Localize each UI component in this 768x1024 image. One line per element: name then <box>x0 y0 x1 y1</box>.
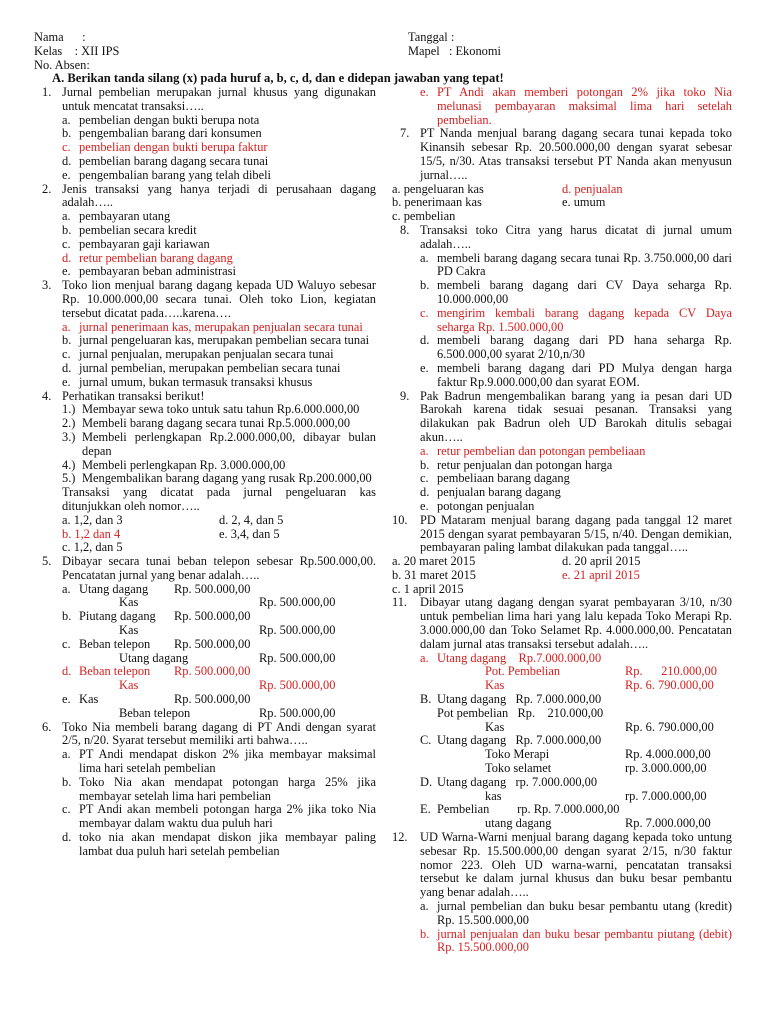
question-6-continued <box>392 86 732 127</box>
answer-highlight: a. jurnal penerimaan kas, merupakan penjualan secara tunai <box>62 319 363 334</box>
absen-field: No. Absen: <box>34 58 90 72</box>
question-7: 7. PT Nanda menjual barang dagang secara tunai kepada toko Kinansih sebesar Rp. 20.500.000,00 dengan syarat sebesar 15/5, n/30. Atas transaksi tersebut PT Nanda akan menyusun jurnal….. a. pengeluaran kas d. penjualan b. penerimaan kas e. umum c. pembelian <box>392 126 732 224</box>
answer-highlight: c. pembelian dengan bukti berupa faktur <box>62 140 268 155</box>
question-5: 5. Dibayar secara tunai beban telepon sebesar Rp.500.000,00. Pencatatan jurnal yang benar adalah….. a. Utang dagang Rp. 500.000,00 Kas Rp. 500.000,00 b. Piutang dagang Rp. 500.000,00 Kas Rp. 500.000,00 c. Beban telepon Rp. 500.000,00 Utang dagang Rp. 500.000,00 d. Beban telepon Rp. 500.000,00 Kas Rp. 500.000,00 e. Kas Rp. 500.000,00 Beban telepon Rp. 500.000,00 <box>42 554 376 720</box>
answer-highlight: b. 1,2 dan 4 <box>62 526 121 541</box>
answer-highlight: e. 21 april 2015 <box>562 567 640 582</box>
question-11: 11. Dibayar utang dagang dengan syarat pembayaran 3/10, n/30 untuk pembelian lima hari yang lalu kepada Toko Merapi Rp. 3.000.000,00 dan Toko Selamet Rp. 4.000.000,00. Pencatatan dalam jurnal atas transaksi tersebut adalah….. a. Utang dagang Rp.7.000.000,00 Pot. Pembelian Rp. 210.000,00 Kas Rp. 6. 790.000,00 B. Utang dagang Rp. 7.000.000,00 Pot pembelian Rp. 210.000,00 Kas Rp. 6. 790.000,00 C. Utang dagang Rp. 7.000.000,00 Toko Merapi Rp. 4.000.000,00 Toko selamet rp. 3.000.000,00 D. Utang dagang rp. 7.000.000,00 kas rp. 7.000.000,00 E. Pembelian rp. Rp. 7.000.000,00 utang dagang Rp. 7.000.000,00 <box>392 595 732 831</box>
tanggal-field: Tanggal : <box>408 30 455 44</box>
answer-highlight: a. Utang dagang Rp.7.000.000,00 Pot. Pembelian Rp. 210.000,00 Kas Rp. 6. 790.000,00 <box>420 650 717 693</box>
instruction: A. Berikan tanda silang (x) pada huruf a, b, c, d, dan e didepan jawaban yang tepat! <box>52 71 504 85</box>
question-3: 3. Toko lion menjual barang dagang kepada UD Waluyo sebesar Rp. 10.000.000,00 secara tunai. Oleh toko Lion, kegiatan tersebut dicatat pada…..karena…. a. jurnal penerimaan kas, merupakan penjualan secara tunai b. jurnal pengeluaran kas, merupakan pembelian secara tunai c. jurnal penjualan, merupakan penjualan secara tunai d. jurnal pembelian, merupakan pembelian secara tunai e. jurnal umum, bukan termasuk transaksi khusus <box>42 278 376 389</box>
nama-field: Nama : <box>34 30 86 44</box>
kelas-field: Kelas : XII IPS <box>34 44 120 58</box>
question-9: 9. Pak Badrun mengembalikan barang yang ia pesan dari UD Barokah karena tidak sesuai pesanan. Transaksi yang dilakukan pak Badrun oleh UD Barokah ditulis sebagai akun….. a. retur pembelian dan potongan pembeliaan b. retur penjualan dan potongan harga c. pembeliaan barang dagang d. penjualan barang dagang e. potongan penjualan <box>400 388 732 513</box>
answer-highlight: c. mengirim kembali barang dagang kepada CV Daya seharga Rp. 1.500.000,00 <box>420 305 732 334</box>
question-4: 4. Perhatikan transaksi berikut! 1.) Membayar sewa toko untuk satu tahun Rp.6.000.000,00 2.) Membeli barang dagang secara tunai Rp.5.000.000,00 3.) Membeli perlengkapan Rp.2.000.000,00, dibayar bulan depan 4.) Membeli perlengkapan Rp. 3.000.000,00 5.) Mengembalikan barang dagang yang rusak Rp.200.000,00 Transaksi yang dicatat pada jurnal pengeluaran kas ditunjukkan oleh nomor….. a. 1,2, dan 3 d. 2, 4, dan 5 b. 1,2 dan 4 e. 3,4, dan 5 c. 1,2, dan 5 <box>42 388 376 555</box>
question-6: 6. Toko Nia membeli barang dagang di PT Andi dengan syarat 2/5, n/20. Syarat tersebut memiliki arti bahwa….. a. PT Andi mendapat diskon 2% jika membayar maksimal lima hari setelah pembelian b. Toko Nia akan mendapat potongan harga 25% jika membayar setelah lima hari pembelian c. PT Andi akan membeli potongan harga 2% jika toko Nia membayar dalam waktu dua puluh hari d. toko nia akan mendapat diskon jika membayar paling lambat dua puluh hari setelah pembelian <box>42 719 376 858</box>
question-10: 10. PD Mataram menjual barang dagang pada tanggal 12 maret 2015 dengan syarat pembayaran 5/15, n/40. Dengan demikian, pembayaran paling lambat dilakukan pada tanggal….. a. 20 maret 2015 d. 20 april 2015 b. 31 maret 2015 e. 21 april 2015 c. 1 april 2015 <box>392 512 732 596</box>
mapel-field: Mapel : Ekonomi <box>408 44 501 58</box>
question-8: 8. Transaksi toko Citra yang harus dicatat di jurnal umum adalah….. a. membeli barang dagang secara tunai Rp. 3.750.000,00 dari PD Cakra b. membeli barang dagang dari CV Daya seharga Rp. 10.000.000,00 c. mengirim kembali barang dagang kepada CV Daya seharga Rp. 1.500.000,00 d. membeli barang dagang dari PD hana seharga Rp. 6.500.000,00 syarat 2/10,n/30 e. membeli barang dagang dari PD Mulya dengan harga faktur Rp.9.000.000,00 dan syarat EOM. <box>400 222 732 389</box>
answer-highlight: e. PT Andi akan memberi potongan 2% jika toko Nia melunasi pembayaran maksimal lima hari setelah pembelian. <box>420 85 732 127</box>
left-column <box>34 86 376 859</box>
right-column <box>392 86 732 955</box>
question-12: 12. UD Warna-Warni menjual barang dagang kepada toko untung sebesar Rp. 15.500.000,00 dengan syarat 2/15, n/30 faktur nomor 223. Oleh UD warna-warni, pencatatan transaksi tersebut ke dalam jurnal khusus dan buku besar pembantu yang benar adalah….. a. jurnal pembelian dan buku besar pembantu utang (kredit) Rp. 15.500.000,00 b. jurnal penjualan dan buku besar pembantu piutang (debit) Rp. 15.500.000,00 <box>392 830 732 955</box>
question-1: 1. Jurnal pembelian merupakan jurnal khusus yang digunakan untuk mencatat transaksi….. a. pembelian dengan bukti berupa nota b. pengembalian barang dari konsumen c. pembelian dengan bukti berupa faktur d. pembelian barang dagang secara tunai e. pengembalian barang yang telah dibeli <box>42 85 376 182</box>
answer-highlight: d. penjualan <box>562 181 623 196</box>
answer-highlight: a. retur pembelian dan potongan pembeliaan <box>420 443 646 458</box>
question-2: 2. Jenis transaksi yang hanya terjadi di perusahaan dagang adalah….. a. pembayaran utang b. pembelian secara kredit c. pembayaran gaji kariawan d. retur pembelian barang dagang e. pembayaran beban administrasi <box>42 181 376 279</box>
answer-highlight: d. Beban telepon Rp. 500.000,00 Kas Rp. 500.000,00 <box>62 664 336 693</box>
answer-highlight: b. jurnal penjualan dan buku besar pembantu piutang (debit) Rp. 15.500.000,00 <box>420 926 732 955</box>
answer-highlight: d. retur pembelian barang dagang <box>62 250 233 265</box>
